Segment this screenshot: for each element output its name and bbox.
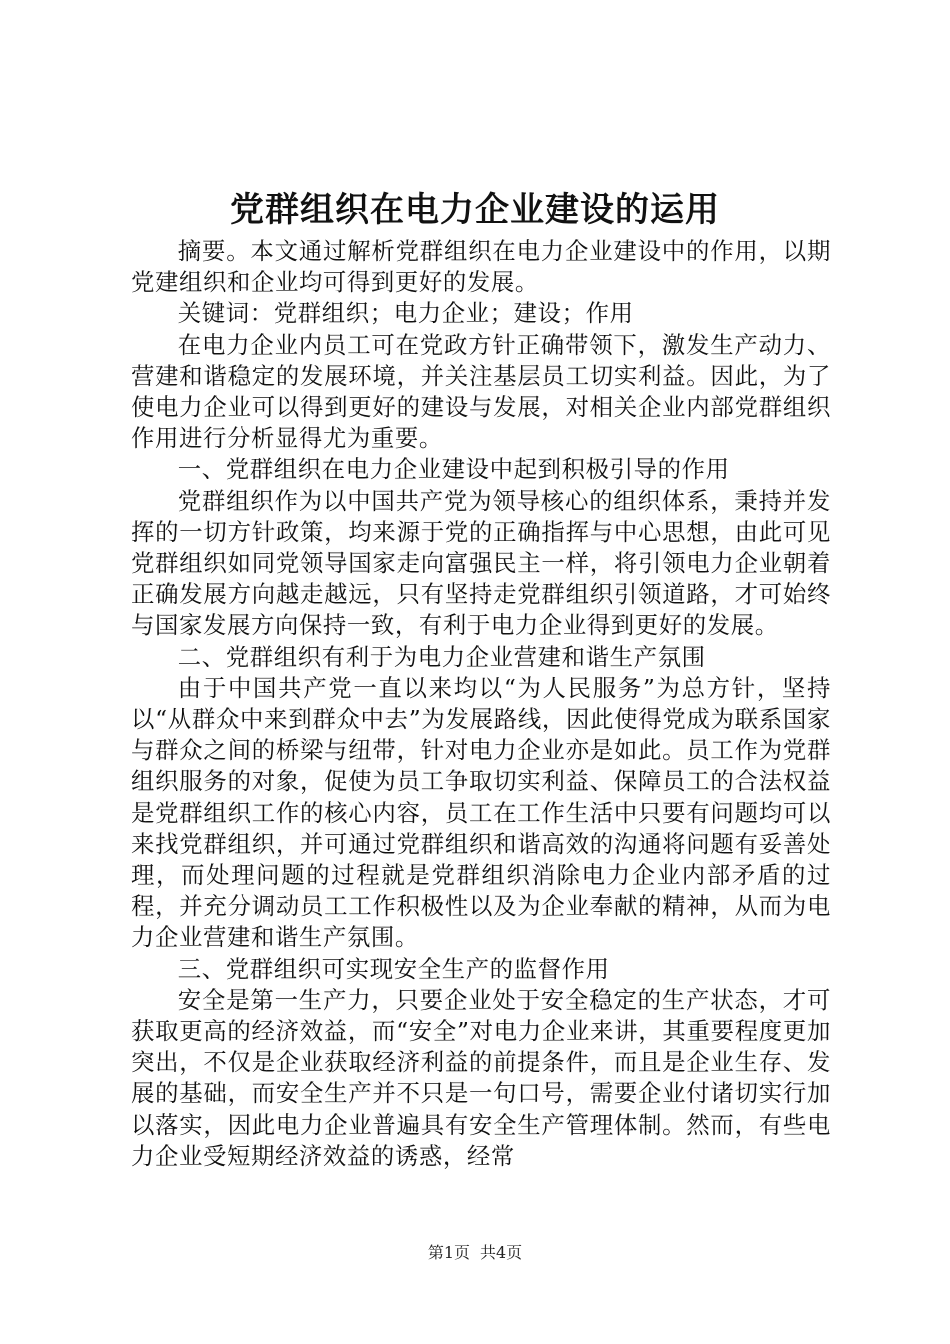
page-total: 共4页 (480, 1243, 523, 1262)
page-number: 第1页 (427, 1243, 470, 1262)
section-heading-3: 三、党群组织可实现安全生产的监督作用 (177, 954, 610, 983)
section-1-paragraph: 党群组织作为以中国共产党为领导核心的组织体系，秉持并发挥的一切方针政策，均来源于党的正确指挥与中心思想，由此可见党群组织如同党领导国家走向富强民主一样，将引领电力企业朝着正确发展方向越走越远，只有坚持走党群组织引领道路，才可始终与国家发展方向保持一致，有利于电力企业得到更好的发展。 (131, 486, 831, 640)
intro-paragraph: 在电力企业内员工可在党政方针正确带领下，激发生产动力、营建和谐稳定的发展环境，并关注基层员工切实利益。因此，为了使电力企业可以得到更好的建设与发展，对相关企业内部党群组织作用进行分析显得尤为重要。 (131, 330, 831, 453)
document-title: 党群组织在电力企业建设的运用 (230, 190, 720, 230)
section-3-paragraph: 安全是第一生产力，只要企业处于安全稳定的生产状态，才可获取更高的经济效益，而“安全”对电力企业来讲，其重要程度更加突出，不仅是企业获取经济利益的前提条件，而且是企业生存、发展的基础，而安全生产并不只是一句口号，需要企业付诸切实行加以落实，因此电力企业普遍具有安全生产管理体制。然而，有些电力企业受短期经济效益的诱惑，经常 (131, 985, 831, 1170)
document-body (131, 236, 831, 1172)
abstract-paragraph: 摘要。本文通过解析党群组织在电力企业建设中的作用，以期党建组织和企业均可得到更好的发展。 (131, 237, 831, 297)
keywords-paragraph: 关键词：党群组织；电力企业；建设；作用 (177, 299, 634, 328)
page-footer (0, 1242, 950, 1264)
section-heading-2: 二、党群组织有利于为电力企业营建和谐生产氛围 (177, 642, 706, 671)
section-heading-1: 一、党群组织在电力企业建设中起到积极引导的作用 (177, 455, 730, 484)
section-2-paragraph: 由于中国共产党一直以来均以“为人民服务”为总方针，坚持以“从群众中来到群众中去”为发展路线，因此使得党成为联系国家与群众之间的桥梁与纽带，针对电力企业亦是如此。员工作为党群组织服务的对象，促使为员工争取切实利益、保障员工的合法权益是党群组织工作的核心内容，员工在工作生活中只要有问题均可以来找党群组织，并可通过党群组织和谐高效的沟通将问题有妥善处理，而处理问题的过程就是党群组织消除电力企业内部矛盾的过程，并充分调动员工工作积极性以及为企业奉献的精神，从而为电力企业营建和谐生产氛围。 (131, 673, 831, 952)
